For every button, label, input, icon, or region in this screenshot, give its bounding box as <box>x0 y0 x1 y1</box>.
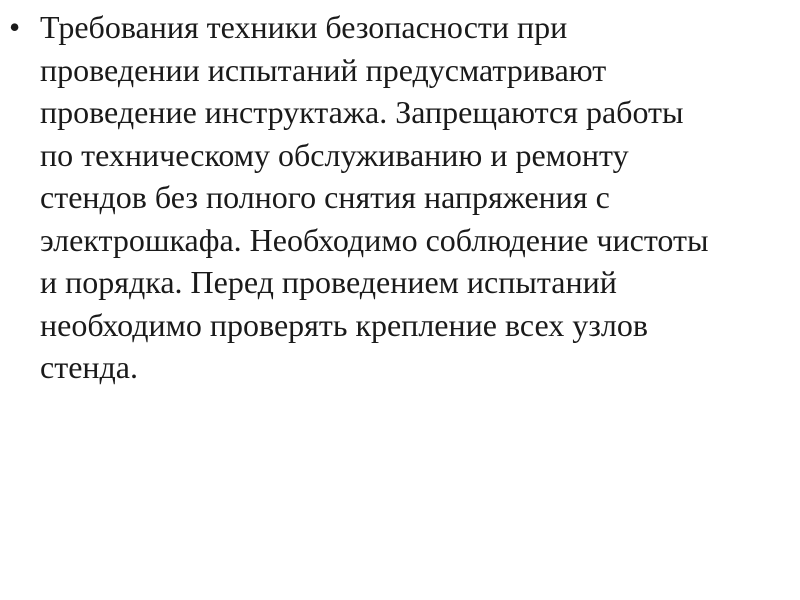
bullet-marker: • <box>9 9 21 45</box>
text-line: необходимо проверять крепление всех узлов <box>40 306 648 343</box>
text-line: стенда. <box>40 349 138 385</box>
text-line: электрошкафа. Необходимо соблюдение чистоты <box>40 221 709 258</box>
bullet-text <box>40 6 800 389</box>
text-line: проведение инструктажа. Запрещаются работы <box>40 94 684 130</box>
bullet-list <box>0 6 800 389</box>
text-line: и порядка. Перед проведением испытаний <box>40 264 617 300</box>
text-line: проведении испытаний предусматривают <box>40 51 607 88</box>
text-line: стендов без полного снятия напряжения с <box>40 179 610 215</box>
bullet-item <box>0 6 800 389</box>
text-line: Требования техники безопасности при <box>40 9 568 45</box>
text-line: по техническому обслуживанию и ремонту <box>40 136 629 173</box>
